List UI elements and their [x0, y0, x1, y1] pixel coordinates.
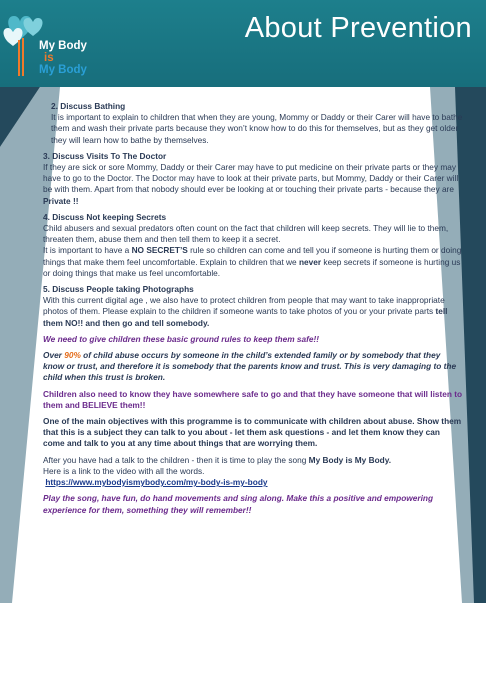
link-intro: Here is a link to the video with all the words.: [43, 465, 205, 476]
secrets-text-1: Child abusers and sexual predators often count on the fact that children will keep secrets. They will lie to them, threaten them, abuse them and then tell them to keep it a secret.: [43, 223, 449, 245]
heading-bathing: 2. Discuss Bathing: [51, 101, 126, 111]
song-intro: [43, 455, 463, 489]
stat-percent: 90%: [64, 350, 81, 361]
secrets-no-secrets: NO SECRET’S: [131, 245, 188, 256]
photos-tell: tell them NO!! and then go and tell somebody.: [43, 306, 448, 328]
article-body: [43, 101, 463, 521]
after-text: After you have had a talk to the children - then it is time to play the song: [43, 454, 307, 465]
heading-photos: 5. Discuss People taking Photographs: [43, 284, 194, 295]
heading-doctor: 3. Discuss Visits To The Doctor: [43, 150, 167, 161]
photos-text: With this current digital age , we also have to protect children from people that may want to take inappropriate photos of them. Please explain to the children if someone wants to take photos of you or your private parts: [43, 295, 445, 317]
abuse-statistic: [43, 350, 463, 384]
section-photos: [43, 284, 463, 329]
section-bathing: [43, 101, 463, 146]
logo: [0, 8, 120, 80]
song-title: My Body is My Body.: [308, 454, 392, 465]
logo-line1: My Body: [39, 40, 87, 52]
video-link[interactable]: https://www.mybodyismybody.com/my-body-is-my-body: [45, 477, 268, 488]
safe-place: Children also need to know they have somewhere safe to go and that they have someone that will listen to them and BELIEVE them!!: [43, 388, 463, 410]
stat-text: of child abuse occurs by someone in the child’s extended family or by somebody that they know or trust, and therefore it is somebody that the parents know and trust. This is very damaging to the child when this trust is broken.: [43, 350, 457, 383]
secrets-text-2a: It is important to have a: [43, 245, 130, 256]
closing-text: Play the song, have fun, do hand movements and sing along. Make this a positive and empowering experience for them, something they will remember!!: [43, 493, 434, 515]
heading-secrets: 4. Discuss Not keeping Secrets: [43, 211, 167, 222]
stat-over: Over: [43, 350, 62, 361]
section-secrets: [43, 212, 463, 279]
ground-rules: We need to give children these basic ground rules to keep them safe!!: [43, 333, 320, 344]
page-header: [0, 0, 486, 87]
page-title: About Prevention: [244, 12, 472, 44]
doctor-text: If they are sick or sore Mommy, Daddy or their Carer may have to put medicine on their private parts or they may have to go to the Doctor. The Doctor may have to look at their private parts, but Mommy, Daddy or their Carer will be with them. Apart from that nobody should ever be looking at or touching their private parts - because they are: [43, 162, 459, 195]
bathing-text: It is important to explain to children that when they are young, Mommy or Daddy or their Carer will have to bathe them and wash their private parts because they won’t know how to do this for themselves, but as they get older they will learn how to bathe by themselves.: [51, 112, 463, 145]
section-doctor: [43, 151, 463, 207]
secrets-text-2b: rule so children can come and tell you if someone is hurting them or doing things that make them feel uncomfortable. Explain to children that we: [43, 245, 462, 267]
doctor-private: Private !!: [43, 195, 79, 206]
programme-objective: One of the main objectives with this programme is to communicate with children about abuse. Show them that this is a subject they can talk to you about - let them ask questions - and let them know they can come and talk to you at any time about things that are worrying them.: [43, 416, 462, 449]
logo-line3: My Body: [39, 64, 87, 76]
secrets-never: never: [298, 256, 322, 267]
secrets-text-2c: keep secrets if someone is hurting us or doing things that make us feel uncomfortable.: [43, 256, 461, 278]
logo-line2: is: [44, 52, 54, 64]
